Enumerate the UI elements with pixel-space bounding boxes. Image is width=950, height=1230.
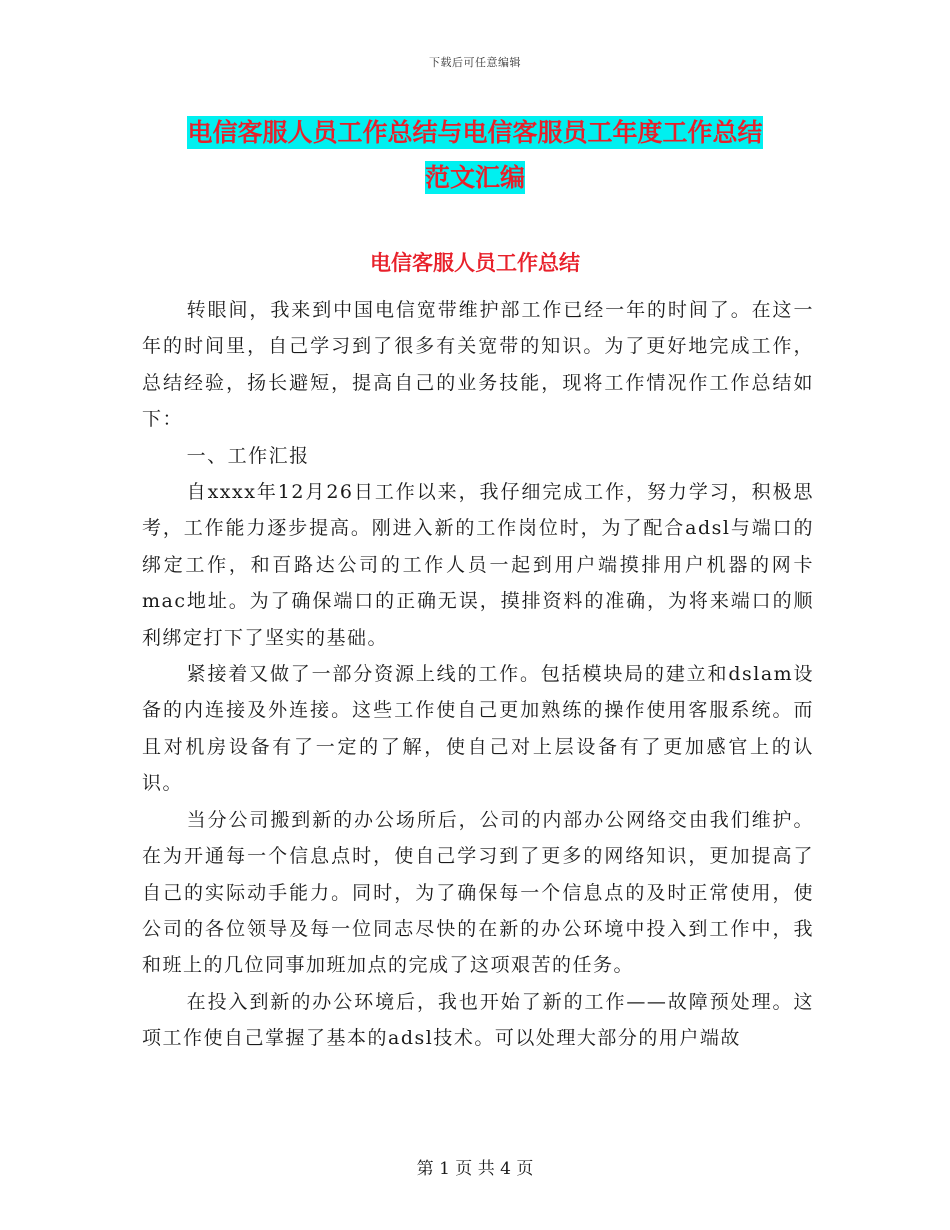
paragraph-heading-work-report: 一、工作汇报: [186, 444, 310, 467]
paragraph-port-binding: 自xxxx年12月26日工作以来，我仔细完成工作，努力学习，积极思考，工作能力逐步提高。刚进入新的工作岗位时，为了配合adsl与端口的绑定工作，和百路达公司的工作人员一起到用户端摸排用户机器的网卡mac地址。为了确保端口的正确无误，摸排资料的准确，为将来端口的顺利绑定打下了坚实的基础。: [142, 481, 814, 649]
section-title: 电信客服人员工作总结: [370, 251, 580, 275]
document-body: [142, 292, 814, 1057]
page-footer: 第 1 页 共 4 页: [416, 1159, 534, 1179]
paragraph-intro: 转眼间，我来到中国电信宽带维护部工作已经一年的时间了。在这一年的时间里，自己学习到了很多有关宽带的知识。为了更好地完成工作，总结经验，扬长避短，提高自己的业务技能，现将工作情况作工作总结如下：: [142, 299, 814, 431]
header-note: 下载后可任意编辑: [429, 56, 521, 69]
document-title: [0, 110, 950, 200]
document-title-line-2: 范文汇编: [424, 163, 525, 192]
document-title-line-1: 电信客服人员工作总结与电信客服员工年度工作总结: [187, 118, 763, 147]
paragraph-office-network: 当分公司搬到新的办公场所后，公司的内部办公网络交由我们维护。在为开通每一个信息点时，使自己学习到了更多的网络知识，更加提高了自己的实际动手能力。同时，为了确保每一个信息点的及时正常使用，使公司的各位领导及每一位同志尽快的在新的办公环境中投入到工作中，我和班上的几位同事加班加点的完成了这项艰苦的任务。: [142, 808, 814, 977]
paragraph-resource-online: 紧接着又做了一部分资源上线的工作。包括模块局的建立和dslam设备的内连接及外连接。这些工作使自己更加熟练的操作使用客服系统。而且对机房设备有了一定的了解，使自己对上层设备有了更加感官上的认识。: [142, 663, 814, 795]
paragraph-fault-preprocessing: 在投入到新的办公环境后，我也开始了新的工作——故障预处理。这项工作使自己掌握了基本的adsl技术。可以处理大部分的用户端故: [142, 990, 814, 1050]
